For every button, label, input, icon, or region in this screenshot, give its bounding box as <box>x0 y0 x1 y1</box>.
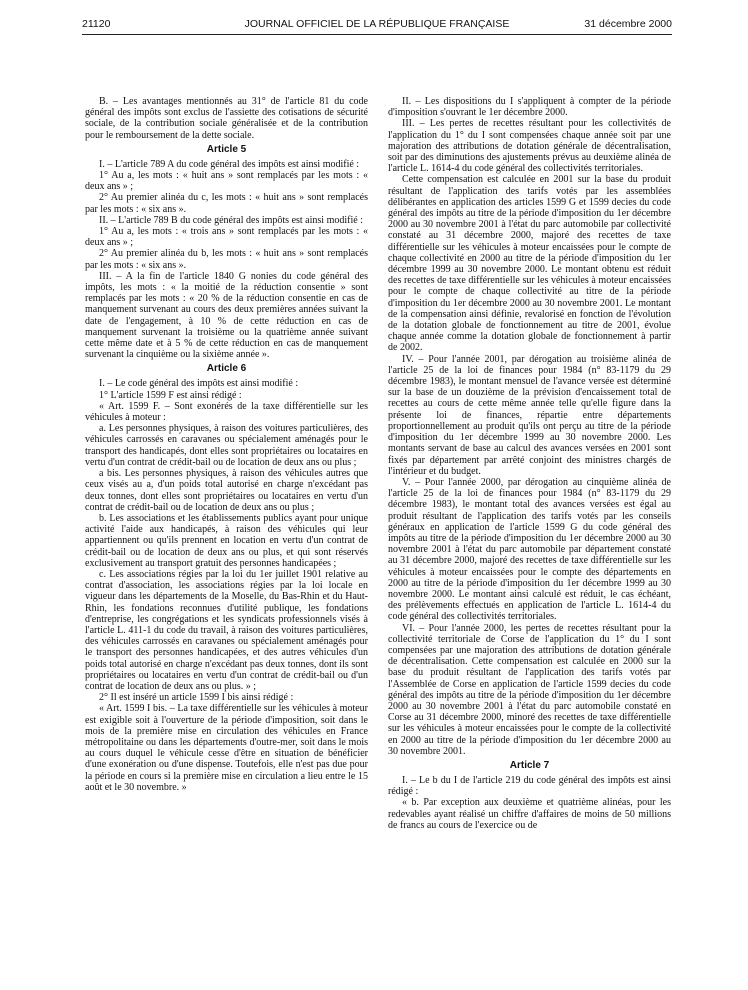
page-number: 21120 <box>82 18 111 30</box>
paragraph: 1° L'article 1599 F est ainsi rédigé : <box>99 389 242 401</box>
paragraph: V. – Pour l'année 2000, par dérogation au cinquième alinéa de l'article 25 de la loi de finances pour 1984 (n° 83-1179 du 29 décembre 1983), le montant total des avances versées est égal au produit résultant de l'application des tarifs votés par les conseils généraux en application de l'article 1599 G du code général des impôts au titre de la période d'imposition du 1er décembre 2000 au 30 novembre 2001 à l'état du parc automobile par département constaté au 31 décembre 2000, majoré des recettes de taxe différentielle sur les véhicules à moteur encaissées pour le compte des départements en 2000 au titre de la période d'imposition du 1er décembre 1999 au 30 novembre 2000. Le montant ainsi calculé est réduit, le cas échéant, des prélèvements effectués en application de l'article L. 1614-4 du code général des collectivités territoriales. <box>388 476 671 623</box>
paragraph: 2° Il est inséré un article 1599 I bis ainsi rédigé : <box>99 692 294 704</box>
paragraph: II. – Les dispositions du I s'appliquent à compter de la période d'imposition s'ouvrant le 1er décembre 2000. <box>388 96 671 119</box>
paragraph: b. Les associations et les établissements publics ayant pour unique activité l'aide aux handicapés, à raison des véhicules qui leur appartiennent ou qu'ils prennent en location en vertu d'un contrat de crédit-bail ou de location de deux ans ou plus, et qui sont réservés exclusivement au transport gratuit des personnes handicapées ; <box>85 512 368 569</box>
issue-date: 31 décembre 2000 <box>584 18 672 30</box>
paragraph: III. – Les pertes de recettes résultant pour les collectivités de l'application du 1° du I sont compensées chaque année soit par une majoration des attributions de dotation générale de décentralisation, soit par des diminutions des ajustements prévus au deuxième alinéa de l'article L. 1614-4 du code général des collectivités territoriales. <box>388 118 671 175</box>
paragraph: Cette compensation est calculée en 2001 sur la base du produit résultant de l'application des tarifs votés par les assemblées délibérantes en application des articles 1599 G et 1599 decies du code général des impôts au titre de la période d'imposition du 1er décembre 2000 au 30 novembre 2001 à l'état du parc automobile par collectivité constaté au 31 décembre 2000, majoré des recettes de taxe différentielle sur les véhicules à moteur encaissées pour le compte de chaque collectivité en 2000 au titre de la période d'imposition du 1er décembre 1999 au 30 novembre 2000. Le montant obtenu est réduit des recettes de taxe différentielle sur les véhicules à moteur encaissées pour le compte de chaque collectivité au titre de la période d'imposition du 1er décembre 2000 au 30 novembre 2001. Le montant de la compensation ainsi définie, revalorisé en fonction de l'évolution de la dotation globale de fonctionnement au titre de 2001, évolue chaque année comme la dotation globale de fonctionnement à partir de 2002. <box>388 174 671 354</box>
paragraph: VI. – Pour l'année 2000, les pertes de recettes résultant pour la collectivité territoriale de Corse de l'application du 1° du I sont compensées par une majoration des attributions de dotation générale de décentralisation. Cette compensation est calculée en 2000 sur la base du produit résultant de l'application des tarifs votés par l'Assemblée de Corse en application de l'article 1599 decies du code général des impôts au titre de la période d'imposition du 1er décembre 2000 au 30 novembre 2001 à l'état du parc automobile constaté en Corse au 31 décembre 2000, minoré des recettes de taxe différentielle sur les véhicules à moteur encaissées pour le compte de la collectivité en 2000 au titre de la période d'imposition du 1er décembre 2000 au 30 novembre 2001. <box>388 622 671 757</box>
paragraph: 1° Au a, les mots : « huit ans » sont remplacés par les mots : « deux ans » ; <box>85 170 368 193</box>
article-heading: Article 5 <box>206 143 247 155</box>
paragraph: c. Les associations régies par la loi du 1er juillet 1901 relative au contrat d'association, les associations régies par la loi locale en vigueur dans les départements de la Moselle, du Bas-Rhin et du Haut-Rhin, les fondations reconnues d'utilité publique, les fondations d'entreprise, les congrégations et les syndicats professionnels visés à l'article L. 411-1 du code du travail, à raison des voitures particulières, des véhicules carrossés en caravanes ou spécialement aménagés pour le transport des personnes handicapées, et des autres véhicules d'un poids total autorisé en charge n'excédant pas deux tonnes, dont ils sont propriétaires ou locataires en vertu d'un contrat de crédit-bail ou d'un contrat de location de deux ans ou plus. » ; <box>85 568 368 692</box>
paragraph: I. – Le b du I de l'article 219 du code général des impôts est ainsi rédigé : <box>388 774 671 798</box>
paragraph: I. – Le code général des impôts est ainsi modifié : <box>99 378 299 390</box>
article-heading: Article 7 <box>509 759 550 771</box>
paragraph: I. – L'article 789 A du code général des impôts est ainsi modifié : <box>99 158 360 170</box>
paragraph: 2° Au premier alinéa du c, les mots : « huit ans » sont remplacés par les mots : « six ans ». <box>85 192 368 215</box>
paragraph: « b. Par exception aux deuxième et quatrième alinéas, pour les redevables ayant réalisé un chiffre d'affaires de moins de 50 millions de francs au cours de l'exercice ou de <box>388 797 671 831</box>
paragraph: II. – L'article 789 B du code général des impôts est ainsi modifié : <box>99 214 363 226</box>
article-heading: Article 6 <box>206 363 247 375</box>
paragraph: B. – Les avantages mentionnés au 31° de l'article 81 du code général des impôts sont exclus de l'assiette des cotisations de sécurité sociale, de la contribution sociale généralisée et de la contribution pour le remboursement de la dette sociale. <box>85 96 368 141</box>
header-rule <box>82 34 672 35</box>
paragraph: III. – A la fin de l'article 1840 G nonies du code général des impôts, les mots : « la moitié de la réduction consentie » sont remplacés par les mots : « 20 % de la réduction consentie en cas de manquement survenant au cours des deux premières années suivant la date de l'engagement, à 10 % de cette réduction en cas de manquement survenant la troisième ou la quatrième année suivant cette même date et à 5 % de cette réduction en cas de manquement survenant la cinquième ou la sixième année ». <box>85 270 368 361</box>
paragraph: « Art. 1599 I bis. – La taxe différentielle sur les véhicules à moteur est exigible soit à l'ouverture de la période d'imposition, soit dans le mois de la première mise en circulation des véhicules en France métropolitaine ou dans les départements d'outre-mer, soit dans le mois au cours duquel le véhicule cesse d'être en situation de bénéficier d'une exonération ou d'une dispense. Toutefois, elle n'est pas due pour la période en cours si la première mise en circulation a lieu entre le 15 août et le 30 novembre. » <box>85 703 368 793</box>
paragraph: « Art. 1599 F. – Sont exonérés de la taxe différentielle sur les véhicules à moteur : <box>85 400 368 424</box>
paragraph: a bis. Les personnes physiques, à raison des véhicules autres que ceux visés au a, d'un poids total autorisé en charge n'excédant pas deux tonnes, dont elles sont propriétaires ou locataires en vertu d'un contrat de crédit-bail ou de location de deux ans ou plus ; <box>85 468 368 513</box>
right-column <box>388 96 671 831</box>
paragraph: 1° Au a, les mots : « trois ans » sont remplacés par les mots : « deux ans » ; <box>85 226 368 249</box>
page-header <box>82 18 672 32</box>
journal-title: JOURNAL OFFICIEL DE LA RÉPUBLIQUE FRANÇAISE <box>244 18 510 30</box>
paragraph: IV. – Pour l'année 2001, par dérogation au troisième alinéa de l'article 25 de la loi de finances pour 1984 (n° 83-1179 du 29 décembre 1983), le montant mensuel de l'avance versée est déterminé sur la base de un douzième de la prévision d'encaissement total de recettes au cours de cette même année telle qu'elle figure dans la présente loi de finances, répartie entre départements proportionnellement au produit qu'ils ont perçu au titre de la période d'imposition du 1er décembre 1999 au 30 novembre 2000. Les montants servant de base au calcul des avances versées en 2001 sont fixés par département par arrêté conjoint des ministres chargés de l'intérieur et du budget. <box>388 353 671 477</box>
left-column <box>85 96 368 793</box>
paragraph: a. Les personnes physiques, à raison des voitures particulières, des véhicules carrossés en caravanes ou spécialement aménagés pour le transport des handicapés, dont elles sont propriétaires ou locataires en vertu d'un contrat de crédit-bail ou de location de deux ans ou plus ; <box>85 423 368 468</box>
paragraph: 2° Au premier alinéa du b, les mots : « huit ans » sont remplacés par les mots : « six ans ». <box>85 248 368 271</box>
